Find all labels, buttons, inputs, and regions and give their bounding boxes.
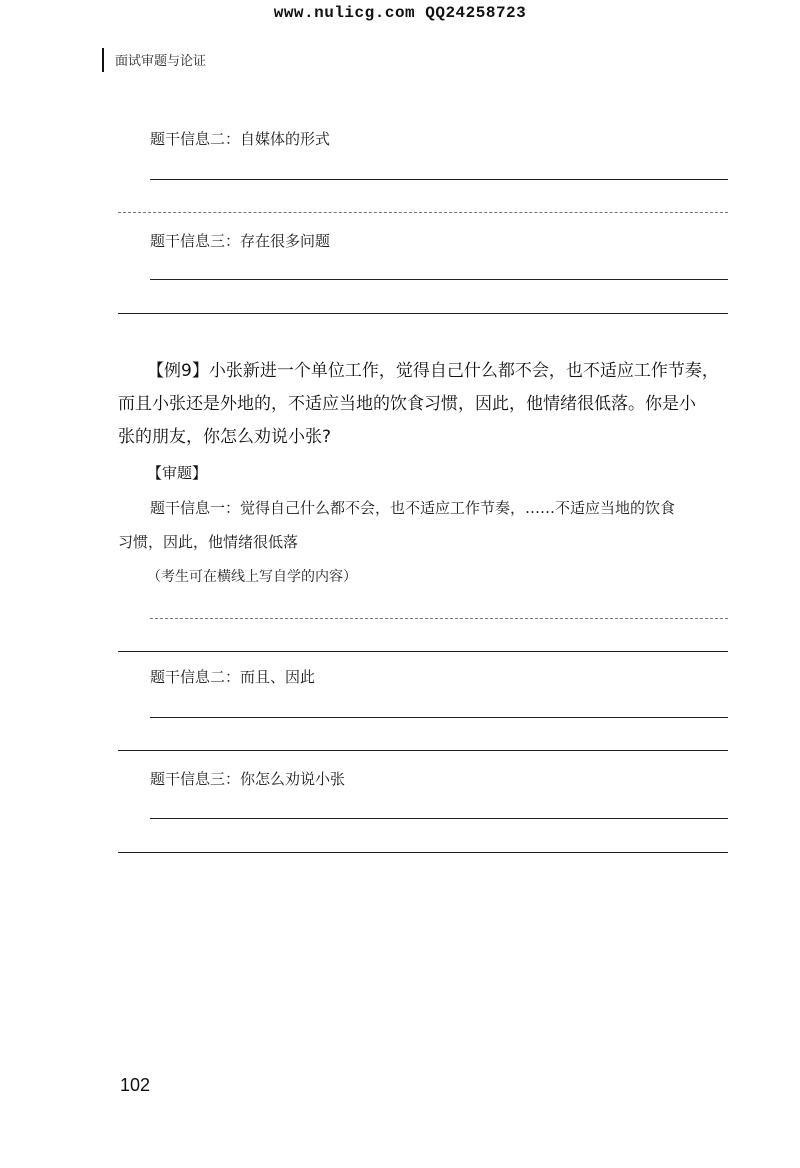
writing-line: [150, 279, 728, 280]
writing-line: [118, 313, 728, 314]
writing-line: [150, 618, 728, 619]
writing-line: [150, 818, 728, 819]
writing-line: [118, 750, 728, 751]
running-header-title: 面试审题与论证: [115, 54, 207, 69]
example-paragraph-line: 张的朋友，你怎么劝说小张?: [118, 427, 332, 447]
writing-line: [150, 717, 728, 718]
analysis-tag: 【审题】: [147, 464, 208, 482]
page-number: 102: [120, 1075, 151, 1095]
watermark-text: www.nulicg.com QQ24258723: [273, 4, 527, 22]
info3-label: 题干信息三：你怎么劝说小张: [150, 770, 346, 788]
info3-label: 题干信息三：存在很多问题: [150, 232, 331, 250]
writing-line: [118, 852, 728, 853]
writing-line: [150, 179, 728, 180]
writing-line: [118, 651, 728, 652]
info1-label-continued: 习惯，因此，他情绪很低落: [118, 533, 299, 551]
info2-label: 题干信息二：自媒体的形式: [150, 130, 331, 148]
header-divider: [102, 48, 104, 72]
info1-label: 题干信息一：觉得自己什么都不会，也不适应工作节奏，……不适应当地的饮食: [150, 499, 676, 517]
info2-label: 题干信息二：而且、因此: [150, 668, 316, 686]
example-paragraph-line: 【例9】小张新进一个单位工作，觉得自己什么都不会，也不适应工作节奏，: [147, 361, 719, 381]
writing-line: [118, 212, 728, 213]
writing-hint: （考生可在横线上写自学的内容）: [147, 569, 357, 585]
example-paragraph-line: 而且小张还是外地的，不适应当地的饮食习惯，因此，他情绪很低落。你是小: [118, 394, 696, 414]
